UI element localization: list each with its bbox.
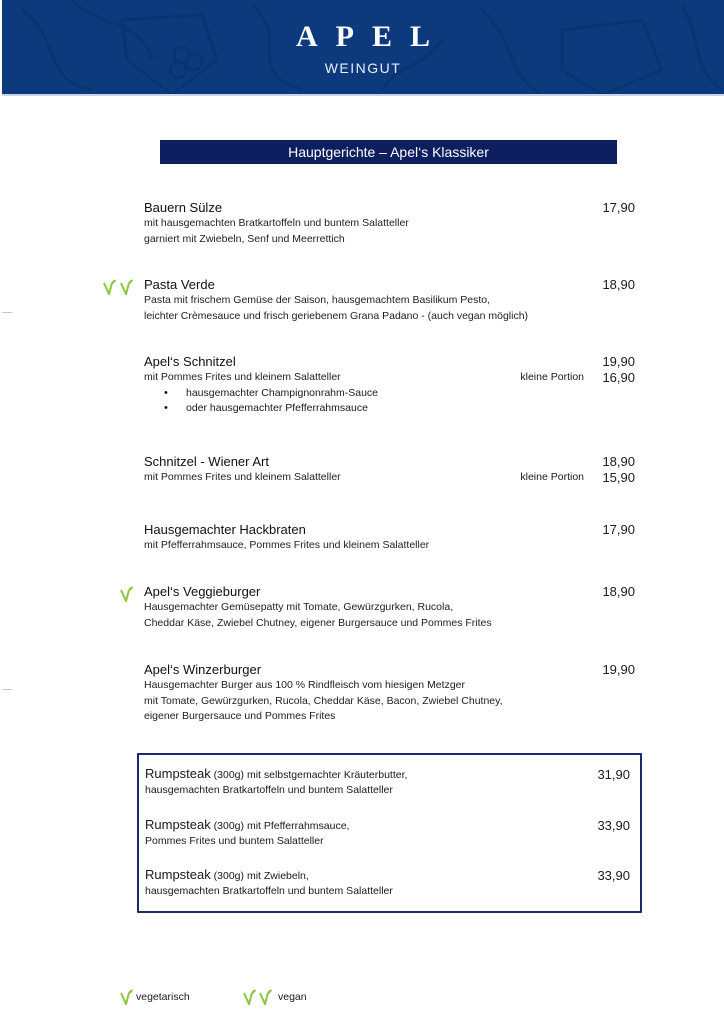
- small-portion-row: [144, 470, 636, 486]
- menu-item-winzerburger: [144, 661, 636, 725]
- steak-sauce: mit selbstgemachter Kräuterbutter,: [246, 769, 408, 781]
- item-price: 19,90: [602, 662, 635, 677]
- sauce-option: • oder hausgemachter Pfefferrahmsauce: [186, 401, 636, 417]
- legend-vegan: [243, 989, 307, 1005]
- item-description-line: mit hausgemachten Bratkartoffeln und buntem Salatteller: [144, 217, 409, 229]
- small-portion-label: kleine Portion: [520, 471, 584, 483]
- vegan-sprout-icon: [259, 989, 273, 1005]
- steak-sauce: mit Pfefferrahmsauce,: [246, 820, 350, 832]
- item-name: Apel‘s Veggieburger: [144, 584, 261, 599]
- legend-vegetarian: [120, 989, 190, 1005]
- item-description-line: mit Pommes Frites und kleinem Salatteller: [144, 471, 341, 483]
- menu-item-bauern-suelze: [144, 199, 636, 247]
- steak-name: Rumpsteak: [145, 817, 211, 832]
- item-description-line: garniert mit Zwiebeln, Senf und Meerrettich: [144, 232, 345, 245]
- item-price: 18,90: [602, 454, 635, 469]
- steak-name: Rumpsteak: [145, 766, 211, 781]
- item-price: 18,90: [602, 277, 635, 292]
- vegetarian-sprout-icon: [120, 586, 134, 602]
- item-description-line: eigener Burgersauce und Pommes Frites: [144, 710, 336, 722]
- legend-label: vegetarisch: [136, 991, 190, 1003]
- vegan-sprout-icon: [120, 279, 134, 295]
- steak-weight: (300g): [213, 769, 245, 781]
- steak-name: Rumpsteak: [145, 867, 211, 882]
- item-price: 17,90: [602, 522, 635, 537]
- item-description-line: mit Pommes Frites und kleinem Salatteller: [144, 371, 341, 383]
- margin-mark: [2, 689, 12, 690]
- sauce-option: • hausgemachter Champignonrahm-Sauce: [186, 386, 636, 402]
- steak-sides: Pommes Frites und buntem Salatteller: [145, 835, 324, 847]
- menu-item-apels-schnitzel: [144, 353, 636, 417]
- item-name: Apel‘s Schnitzel: [144, 354, 236, 369]
- item-description-line: mit Tomate, Gewürzgurken, Rucola, Cheddar Käse, Bacon, Zwiebel Chutney,: [144, 694, 503, 707]
- rumpsteak-box: [137, 753, 642, 913]
- item-name: Bauern Sülze: [144, 200, 223, 215]
- steak-weight: (300g): [213, 820, 245, 832]
- menu-item-hackbraten: [144, 521, 636, 554]
- item-name: Pasta Verde: [144, 277, 215, 292]
- sauce-options-list: [144, 386, 636, 417]
- steak-item: [145, 817, 636, 850]
- vegan-sprout-icon: [243, 989, 257, 1005]
- steak-sides: hausgemachten Bratkartoffeln und buntem Salatteller: [145, 784, 393, 796]
- brand-logo: APEL: [295, 20, 448, 53]
- small-portion-label: kleine Portion: [520, 371, 584, 383]
- menu-item-pasta-verde: [144, 276, 636, 324]
- item-description-line: leichter Crèmesauce und frisch geriebenem Grana Padano - (auch vegan möglich): [144, 309, 529, 322]
- item-description-line: Cheddar Käse, Zwiebel Chutney, eigener Burgersauce und Pommes Frites: [144, 616, 492, 629]
- steak-sides: hausgemachten Bratkartoffeln und buntem Salatteller: [145, 885, 393, 897]
- steak-price: 31,90: [597, 767, 630, 782]
- steak-price: 33,90: [597, 818, 630, 833]
- item-description-line: mit Pfefferrahmsauce, Pommes Frites und kleinem Salatteller: [144, 539, 430, 551]
- section-title: Hauptgerichte – Apel‘s Klassiker: [160, 140, 617, 164]
- steak-item: [145, 766, 636, 799]
- steak-sauce: mit Zwiebeln,: [246, 870, 309, 882]
- item-price: 18,90: [602, 584, 635, 599]
- margin-mark: [2, 312, 12, 313]
- brand-subtitle: WEINGUT: [324, 60, 402, 76]
- menu-item-veggieburger: [144, 583, 636, 631]
- menu-item-schnitzel-wiener-art: [144, 453, 636, 486]
- item-name: Hausgemachter Hackbraten: [144, 522, 306, 537]
- small-portion-price: 15,90: [602, 470, 635, 485]
- steak-price: 33,90: [597, 868, 630, 883]
- small-portion-row: [144, 370, 636, 386]
- item-price: 19,90: [602, 354, 635, 369]
- steak-weight: (300g): [213, 870, 245, 882]
- item-price: 17,90: [602, 200, 635, 215]
- item-description-line: Hausgemachter Gemüsepatty mit Tomate, Gewürzgurken, Rucola,: [144, 601, 454, 613]
- steak-item: [145, 867, 636, 900]
- item-name: Apel‘s Winzerburger: [144, 662, 262, 677]
- vegan-sprout-icon: [103, 279, 117, 295]
- small-portion-price: 16,90: [602, 370, 635, 385]
- item-description-line: Pasta mit frischem Gemüse der Saison, hausgemachtem Basilikum Pesto,: [144, 294, 491, 306]
- header-banner: [2, 0, 724, 96]
- legend-label: vegan: [278, 991, 307, 1003]
- item-name: Schnitzel - Wiener Art: [144, 454, 269, 469]
- vegetarian-sprout-icon: [120, 989, 134, 1005]
- header-divider: [2, 94, 724, 96]
- item-description-line: Hausgemachter Burger aus 100 % Rindfleisch vom hiesigen Metzger: [144, 679, 465, 691]
